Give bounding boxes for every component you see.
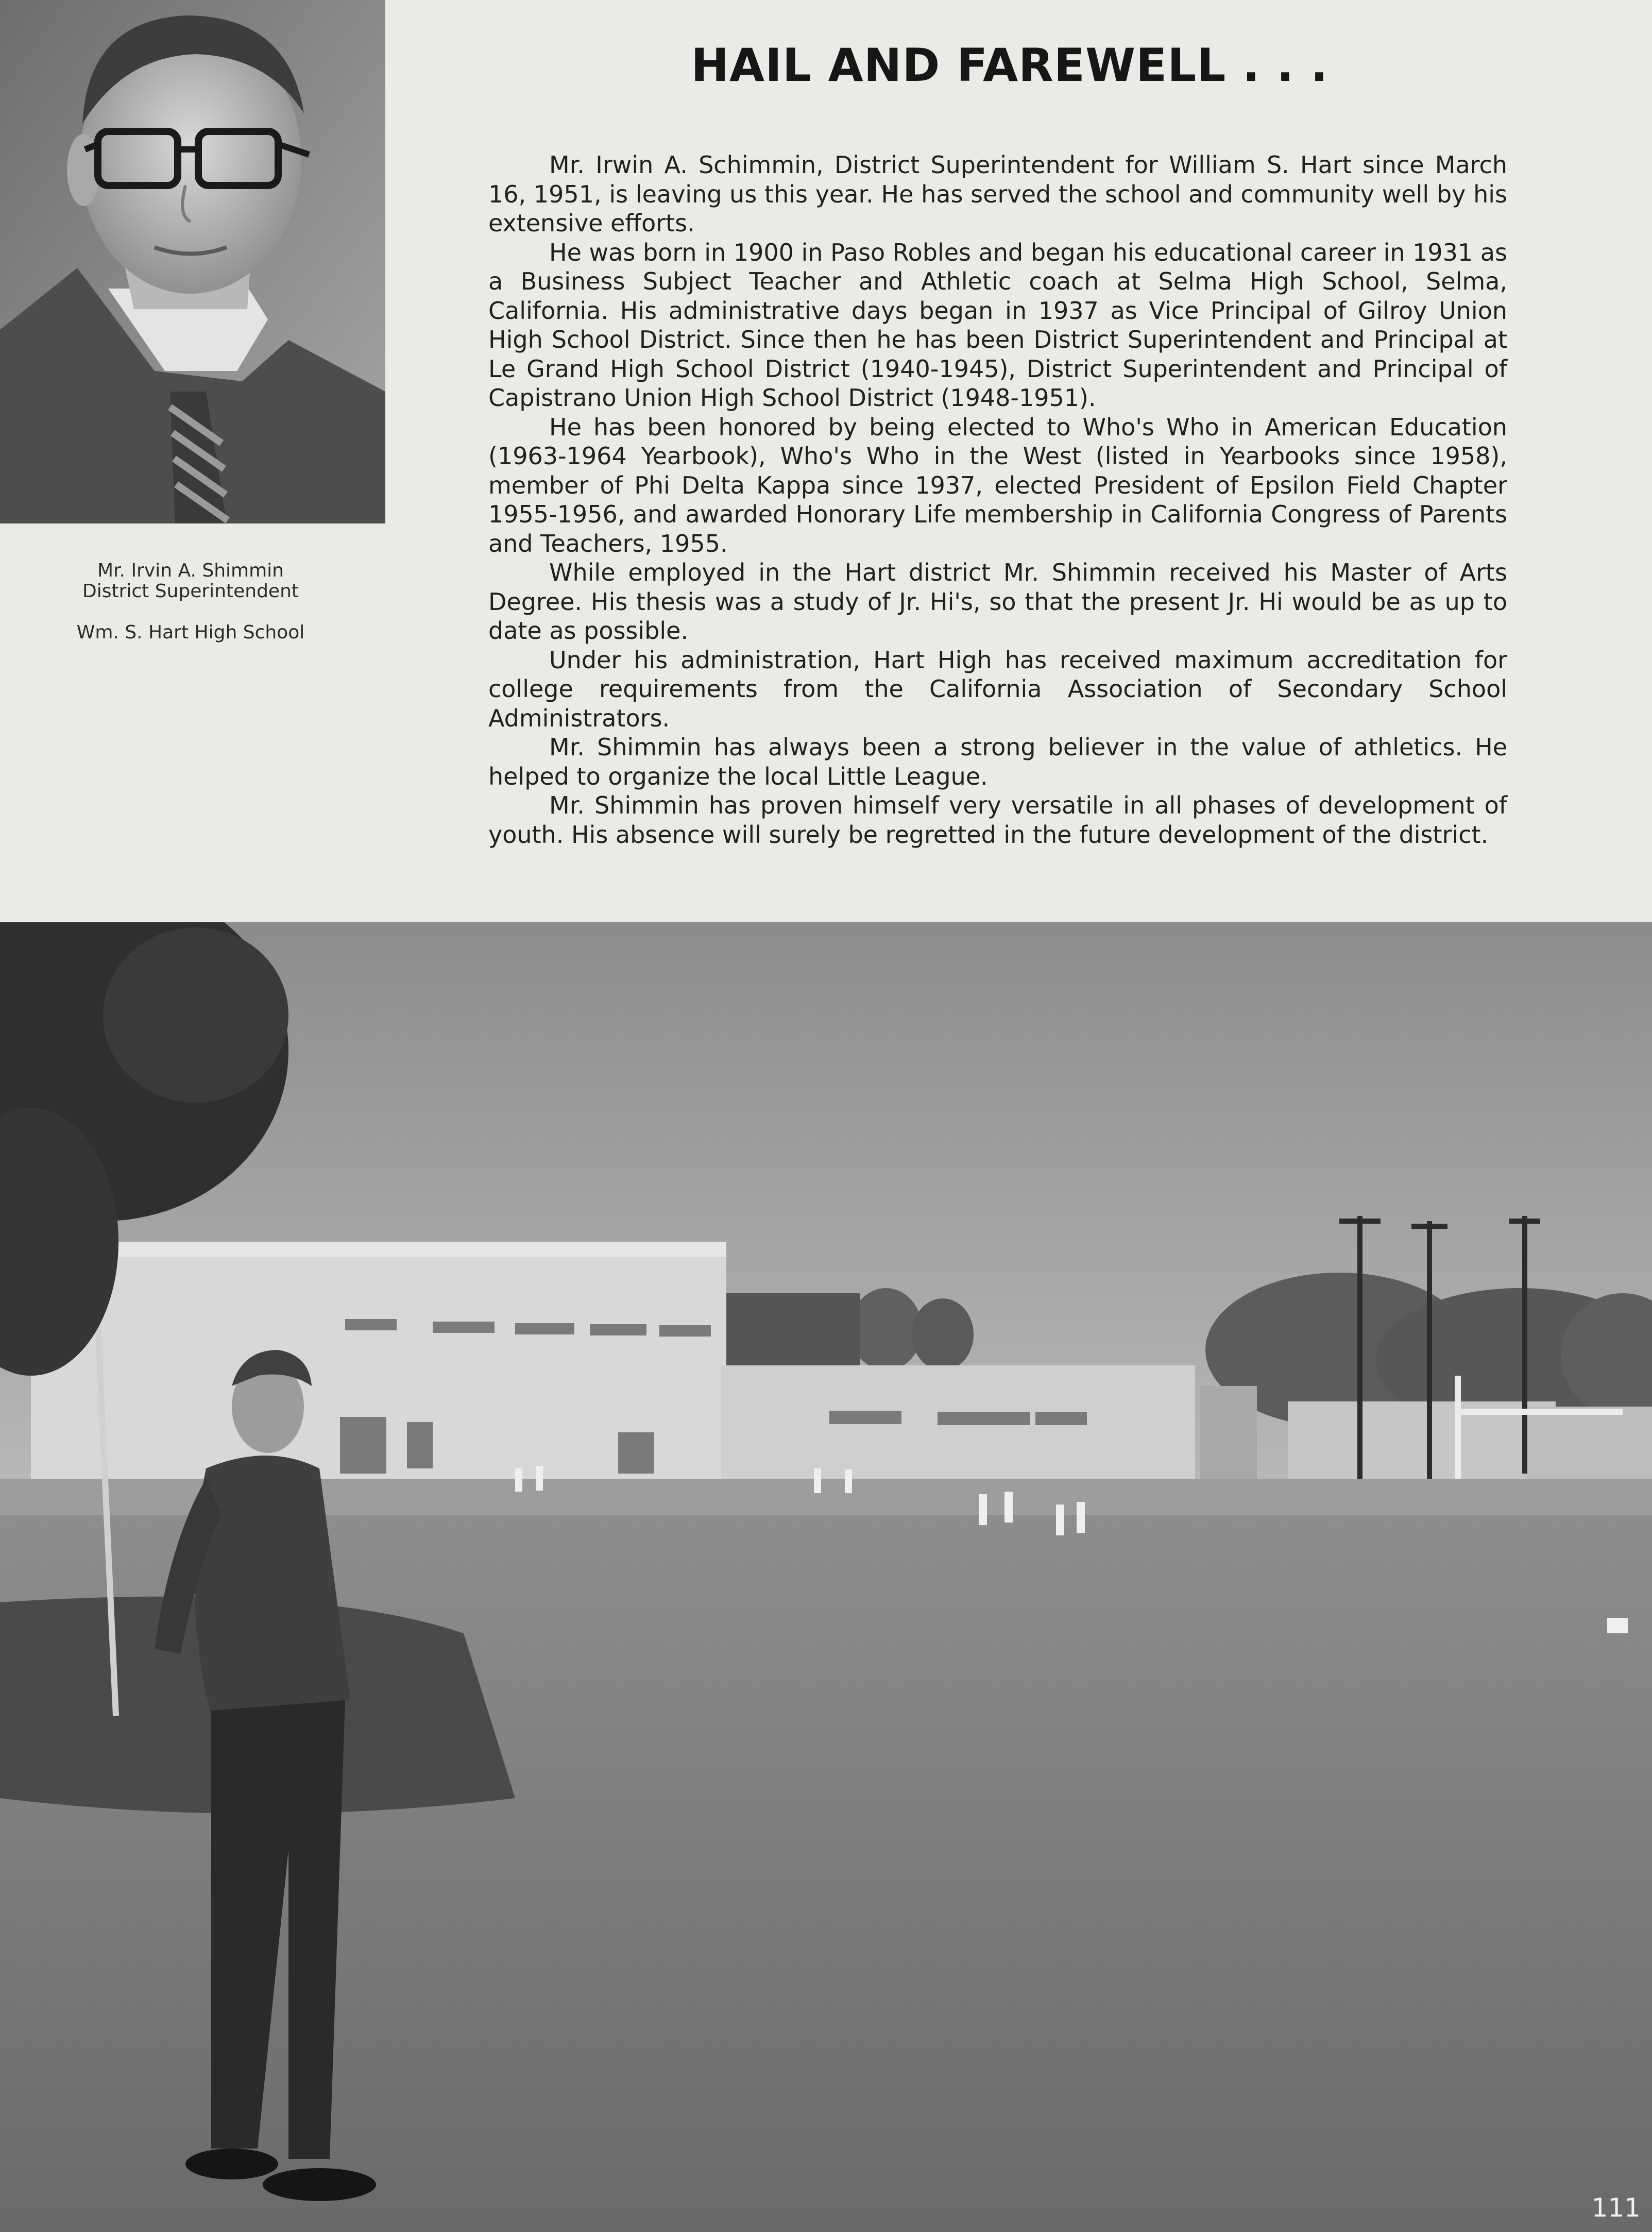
portrait-caption-name: Mr. Irvin A. Shimmin — [97, 560, 284, 581]
portrait-caption-role: District Superintendent — [82, 581, 299, 602]
article-paragraph: Mr. Shimmin has always been a strong believer in the value of athletics. He helped to organize the local Little League. — [488, 733, 1507, 790]
page-title: HAIL AND FAREWELL . . . — [691, 39, 1329, 92]
portrait-photo — [0, 0, 385, 523]
article-paragraph: He has been honored by being elected to Who's Who in American Education (1963-1964 Yearbook), Who's Who in the West (listed in Yearbooks since 1958), member of Phi Delta Kappa since 1937, elected President of Epsilon Field Chapter 1955-1956, and awarded Honorary Life membership in California Congress of Parents and Teachers, 1955. — [488, 413, 1507, 557]
article-paragraph: Mr. Irwin A. Schimmin, District Superintendent for William S. Hart since March 16, 1951, is leaving us this year. He has served the school and community well by his extensive efforts. — [488, 151, 1507, 237]
portrait-caption-school: Wm. S. Hart High School — [76, 622, 305, 643]
campus-field-photo — [0, 922, 1652, 2232]
article-paragraph: He was born in 1900 in Paso Robles and began his educational career in 1931 as a Business Subject Teacher and Athletic coach at Selma High School, Selma, California. His administrative days began in 1937 as Vice Principal of Gilroy Union High School District. Since then he has been District Superintendent and Principal at Le Grand High School District (1940-1945), District Superintendent and Principal of Capistrano Union High School District (1948-1951). — [488, 238, 1507, 412]
article-paragraph: While employed in the Hart district Mr. Shimmin received his Master of Arts Degree. His thesis was a study of Jr. Hi's, so that the present Jr. Hi would be as up to date as possible. — [488, 559, 1507, 645]
page-number: 111 — [1591, 2193, 1641, 2223]
article-body — [488, 150, 1507, 849]
article-paragraph: Under his administration, Hart High has received maximum accreditation for college requirements from the California Association of Secondary School Administrators. — [488, 646, 1507, 732]
article-paragraph: Mr. Shimmin has proven himself very versatile in all phases of development of youth. His absence will surely be regretted in the future development of the district. — [488, 791, 1507, 849]
